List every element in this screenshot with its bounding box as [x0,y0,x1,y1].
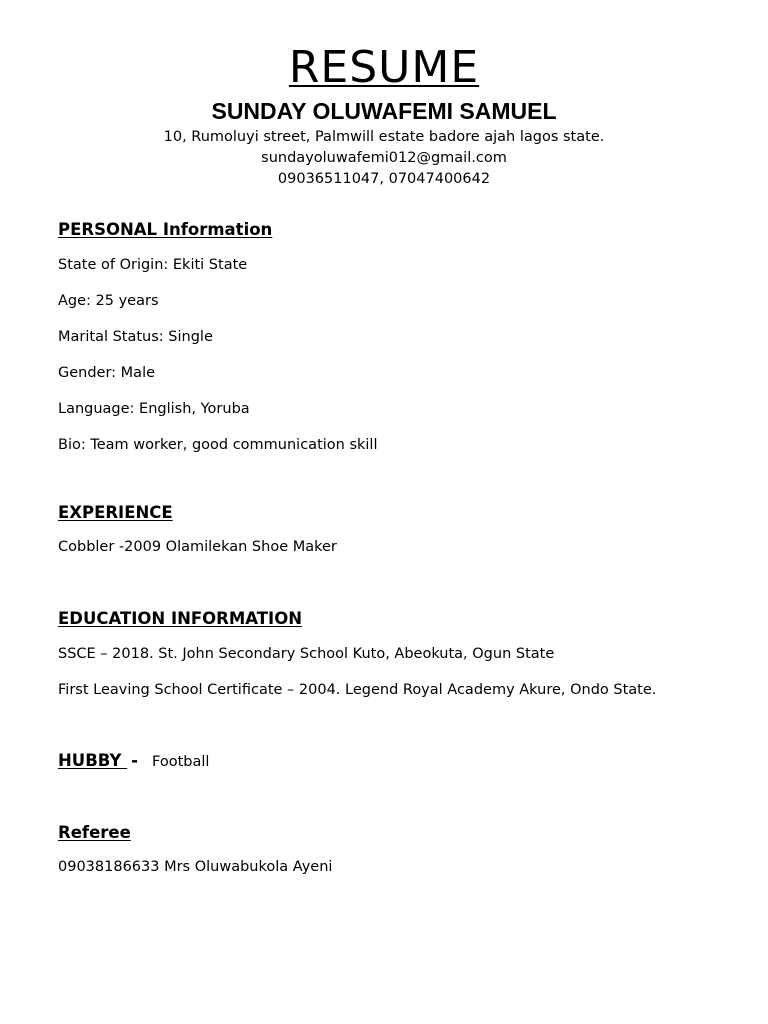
personal-info-heading: PERSONAL Information [58,220,273,239]
experience-heading: EXPERIENCE [58,503,173,522]
experience-item: Cobbler -2009 Olamilekan Shoe Maker [58,539,337,555]
education-heading: EDUCATION INFORMATION [58,609,303,628]
personal-info-item: Gender: Male [58,365,156,381]
resume-title: RESUME [288,42,480,93]
hobby-dash: - [131,751,139,770]
hobby-value: Football [152,754,210,770]
hobby-row [58,750,209,772]
contact-email: sundayoluwafemi012@gmail.com [261,150,507,166]
contact-phones: 09036511047, 07047400642 [277,171,491,187]
referee-heading: Referee [58,823,131,842]
education-item: First Leaving School Certificate – 2004. Legend Royal Academy Akure, Ondo State. [58,682,657,698]
applicant-name: SUNDAY OLUWAFEMI SAMUEL [211,98,557,124]
education-item: SSCE – 2018. St. John Secondary School Kuto, Abeokuta, Ogun State [58,646,555,662]
personal-info-item: State of Origin: Ekiti State [58,257,248,273]
hobby-heading: HUBBY [58,751,128,770]
personal-info-item: Bio: Team worker, good communication skill [58,437,378,453]
referee-item: 09038186633 Mrs Oluwabukola Ayeni [58,859,333,875]
personal-info-item: Marital Status: Single [58,329,213,345]
contact-address: 10, Rumoluyi street, Palmwill estate badore ajah lagos state. [163,129,605,145]
personal-info-item: Age: 25 years [58,293,159,309]
personal-info-item: Language: English, Yoruba [58,401,250,417]
